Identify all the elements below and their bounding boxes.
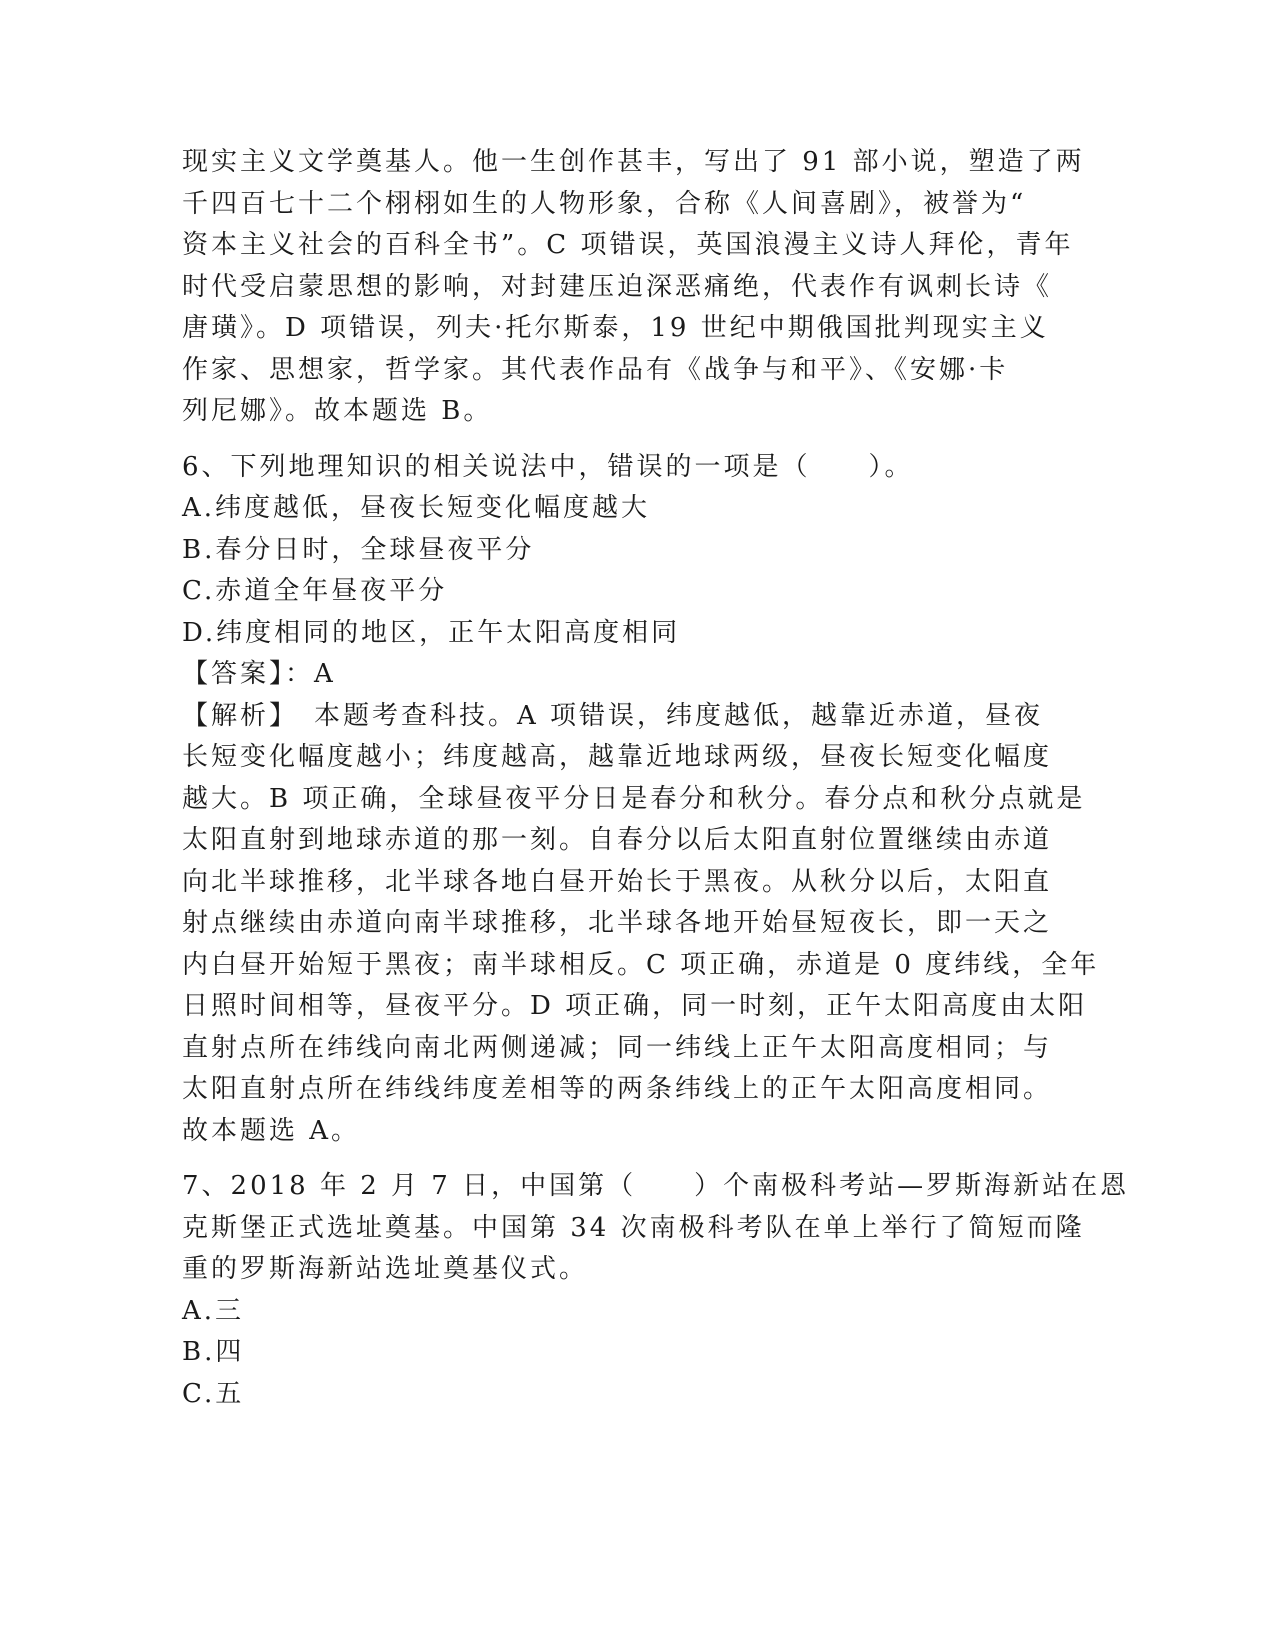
text-line: 作家、思想家，哲学家。其代表作品有《战争与和平》、《安娜·卡 bbox=[182, 354, 1009, 385]
text-line: 资本主义社会的百科全书”。C 项错误，英国浪漫主义诗人拜伦，青年 bbox=[182, 230, 1074, 260]
analysis-line: 【解析】 本题考查科技。A 项错误，纬度越低，越靠近赤道，昼夜 bbox=[182, 700, 1044, 731]
option-a: A.三 bbox=[182, 1295, 245, 1326]
question-6 bbox=[182, 447, 1100, 1153]
text-line: 列尼娜》。故本题选 B。 bbox=[182, 396, 493, 426]
option-b: B.四 bbox=[182, 1337, 245, 1367]
analysis-block bbox=[182, 696, 1100, 1153]
question-stem: 重的罗斯海新站选址奠基仪式。 bbox=[182, 1254, 589, 1284]
analysis-line: 故本题选 A。 bbox=[182, 1115, 361, 1146]
analysis-line: 直射点所在纬线向南北两侧递减；同一纬线上正午太阳高度相同；与 bbox=[182, 1032, 1053, 1063]
previous-explanation bbox=[182, 142, 1085, 433]
question-stem: 7、2018 年 2 月 7 日，中国第（ ）个南极科考站—罗斯海新站在恩 bbox=[182, 1171, 1130, 1201]
analysis-line: 太阳直射到地球赤道的那一刻。自春分以后太阳直射位置继续由赤道 bbox=[182, 825, 1053, 855]
analysis-line: 长短变化幅度越小；纬度越高，越靠近地球两级，昼夜长短变化幅度 bbox=[182, 742, 1053, 772]
question-stem: 6、下列地理知识的相关说法中，错误的一项是（ ）。 bbox=[182, 451, 914, 482]
option-c: C.五 bbox=[182, 1378, 245, 1409]
option-d: D.纬度相同的地区，正午太阳高度相同 bbox=[182, 617, 681, 648]
question-7 bbox=[182, 1166, 1130, 1415]
analysis-line: 向北半球推移，北半球各地白昼开始长于黑夜。从秋分以后，太阳直 bbox=[182, 866, 1053, 897]
question-stem: 克斯堡正式选址奠基。中国第 34 次南极科考队在单上举行了简短而隆 bbox=[182, 1212, 1085, 1243]
option-c: C.赤道全年昼夜平分 bbox=[182, 576, 448, 606]
text-line: 时代受启蒙思想的影响，对封建压迫深恶痛绝，代表作有讽刺长诗《 bbox=[182, 271, 1053, 302]
option-b: B.春分日时，全球昼夜平分 bbox=[182, 534, 535, 565]
option-a: A.纬度越低，昼夜长短变化幅度越大 bbox=[182, 493, 651, 523]
text-line: 唐璜》。D 项错误，列夫·托尔斯泰，19 世纪中期俄国批判现实主义 bbox=[182, 313, 1049, 343]
analysis-line: 太阳直射点所在纬线纬度差相等的两条纬线上的正午太阳高度相同。 bbox=[182, 1074, 1053, 1104]
document-page bbox=[182, 142, 1130, 1415]
answer-line: 【答案】：A bbox=[182, 659, 336, 689]
analysis-line: 射点继续由赤道向南半球推移，北半球各地开始昼短夜长，即一天之 bbox=[182, 908, 1053, 938]
text-line: 千四百七十二个栩栩如生的人物形象，合称《人间喜剧》，被誉为“ bbox=[182, 188, 1027, 219]
text-line: 现实主义文学奠基人。他一生创作甚丰，写出了 91 部小说，塑造了两 bbox=[182, 147, 1085, 177]
analysis-line: 日照时间相等，昼夜平分。D 项正确，同一时刻，正午太阳高度由太阳 bbox=[182, 991, 1088, 1021]
analysis-line: 越大。B 项正确，全球昼夜平分日是春分和秋分。春分点和秋分点就是 bbox=[182, 783, 1086, 814]
analysis-line: 内白昼开始短于黑夜；南半球相反。C 项正确，赤道是 0 度纬线，全年 bbox=[182, 949, 1100, 980]
